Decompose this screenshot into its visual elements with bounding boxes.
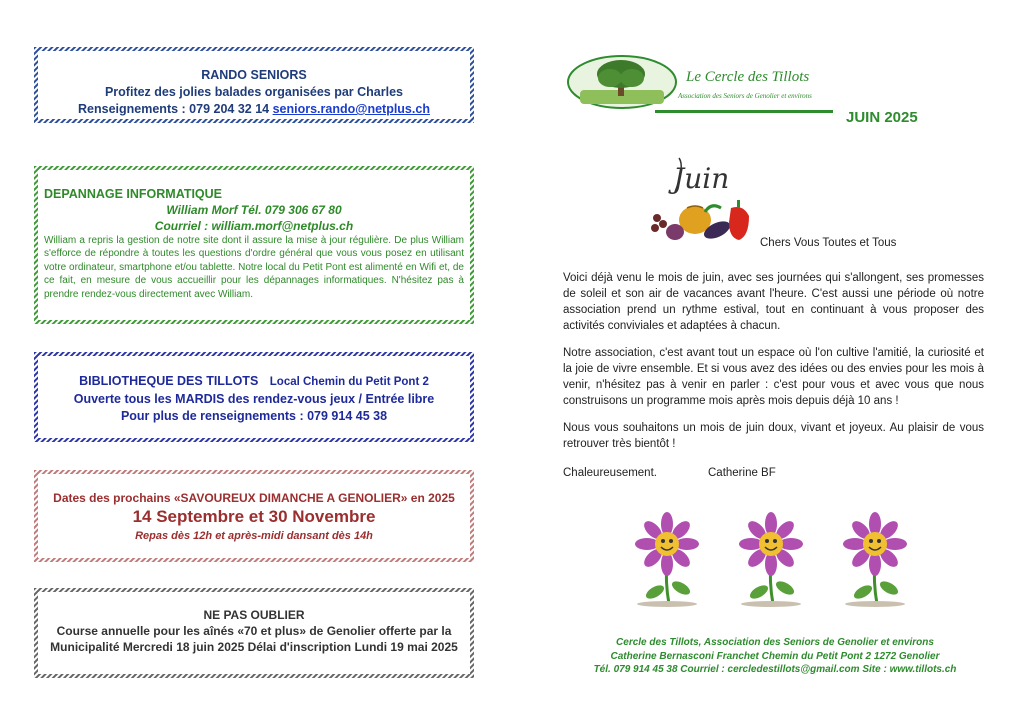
- letter-closing: Chaleureusement.: [563, 467, 657, 479]
- depannage-title: DEPANNAGE INFORMATIQUE: [44, 187, 223, 201]
- letter-paragraph-3: Nous vous souhaitons un mois de juin doux, vivant et joyeux. Au plaisir de vous retrouver très bientôt !: [563, 422, 984, 450]
- oublier-line2: Course annuelle pour les aînés «70 et plus» de Genolier offerte par la: [56, 624, 452, 638]
- footer-line-3: Tél. 079 914 45 38 Courriel : cercledestillots@gmail.com Site : www.tillots.ch: [593, 664, 957, 675]
- logo-tagline: Association des Seniors de Genolier et environs: [678, 92, 812, 100]
- biblio-title: BIBLIOTHEQUE DES TILLOTS: [79, 374, 259, 388]
- oublier-title: NE PAS OUBLIER: [203, 608, 305, 622]
- juin-script-word: Juin: [673, 162, 730, 195]
- ne-pas-oublier-box: [34, 588, 474, 678]
- biblio-title-row: [44, 373, 464, 391]
- footer-contact: [560, 636, 990, 677]
- smiling-flower-icon: [835, 512, 915, 608]
- biblio-location: Local Chemin du Petit Pont 2: [269, 376, 429, 388]
- footer-line-2: Catherine Bernasconi Franchet Chemin du Petit Pont 2 1272 Genolier: [610, 650, 940, 662]
- letter-greeting: Chers Vous Toutes et Tous: [760, 237, 897, 249]
- savoureux-heading: Dates des prochains «SAVOUREUX DIMANCHE A GENOLIER» en 2025: [53, 491, 455, 505]
- biblio-hours: Ouverte tous les MARDIS des rendez-vous jeux / Entrée libre: [73, 392, 435, 406]
- depannage-paragraph: William a repris la gestion de notre site dont il assure la mise à jour régulière. De plus William s'efforce de répondre à toutes les questions d'ordre général que vous vous posez en utilisant votre ordinateur, smartphone et/ou tablette. Notre local du Petit Pont est alimenté en Wifi et, de ce fait, en mesure de vous accueillir pour les dépannages informatiques. N'hésitez pas à prendre rendez-vous directement avec William.: [44, 234, 464, 300]
- month-title: JUIN 2025: [846, 109, 918, 126]
- footer-line-1: Cercle des Tillots, Association des Seniors de Genolier et environs: [616, 637, 934, 648]
- savoureux-dates: 14 Septembre et 30 Novembre: [132, 507, 376, 526]
- letter-paragraph-1: Voici déjà venu le mois de juin, avec ses journées qui s'allongent, ses promesses de soleil et son air de vacances avant l'heure. C'est aussi une période où notre association prend un rythme estival, tout en continuant à vous proposer des activités conviviales et adaptées à chacun.: [563, 272, 984, 332]
- letter-signature: Catherine BF: [708, 467, 776, 479]
- cercle-des-tillots-logo: [566, 54, 836, 114]
- depannage-email: Courriel : william.morf@netplus.ch: [154, 218, 354, 233]
- savoureux-schedule: Repas dès 12h et après-midi dansant dès 14h: [135, 530, 373, 542]
- rando-title: RANDO SENIORS: [201, 68, 307, 82]
- biblio-info: Pour plus de renseignements : 079 914 45 38: [120, 409, 388, 423]
- letter-paragraph-2: Notre association, c'est avant tout un espace où l'on cultive l'amitié, la curiosité et la joie de vivre ensemble. Et si vous avez des idées ou des envies pour les mois à venir, n'hésitez pas à venir en parler : c'est pour vous et avec vous que nous construisons un programme mois après mois depuis déjà 10 ans !: [563, 347, 984, 407]
- logo-underline: [655, 110, 833, 113]
- oublier-line3: Municipalité Mercredi 18 juin 2025 Délai d'inscription Lundi 19 mai 2025: [50, 640, 458, 654]
- depannage-box: [34, 166, 474, 324]
- smiling-flower-icon: [731, 512, 811, 608]
- rando-contact: [44, 101, 464, 118]
- savoureux-dimanche-box: [34, 470, 474, 562]
- juin-vegetables-illustration: [645, 156, 757, 246]
- rando-seniors-box: [34, 47, 474, 123]
- rando-phone: Renseignements : 079 204 32 14: [78, 102, 270, 116]
- rando-email-link[interactable]: seniors.rando@netplus.ch: [272, 102, 430, 116]
- smiling-flower-icon: [627, 512, 707, 608]
- logo-name: Le Cercle des Tillots: [686, 69, 810, 85]
- depannage-contact: William Morf Tél. 079 306 67 80: [166, 202, 342, 217]
- rando-line1: Profitez des jolies balades organisées par Charles: [104, 85, 404, 99]
- bibliotheque-box: [34, 352, 474, 442]
